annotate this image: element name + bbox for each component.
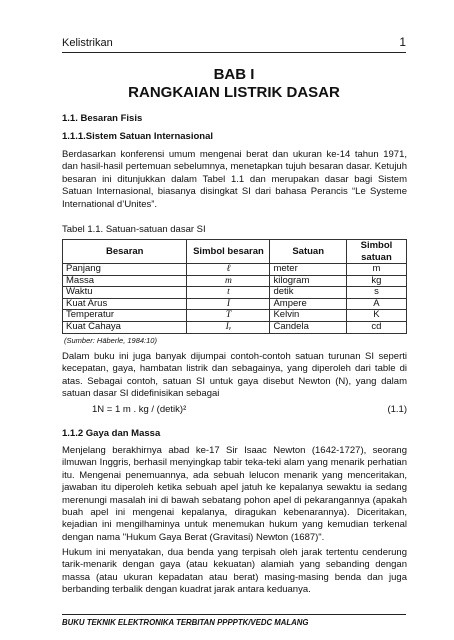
table-row <box>63 275 407 287</box>
table-source-note: (Sumber: Häberle, 1984:10) <box>64 336 157 345</box>
cell-satuan: Candela <box>270 321 346 333</box>
header-besaran: Besaran <box>63 240 187 264</box>
cell-satuan: kilogram <box>270 275 346 287</box>
cell-simbol-besaran: T <box>187 310 270 322</box>
cell-besaran: Temperatur <box>63 310 187 322</box>
cell-simbol-besaran: ℓ <box>187 264 270 276</box>
chapter-title: RANGKAIAN LISTRIK DASAR <box>128 84 340 101</box>
table-row <box>63 287 407 299</box>
page-number: 1 <box>399 35 406 49</box>
table-row <box>63 298 407 310</box>
section-heading-1-1: 1.1. Besaran Fisis <box>62 113 143 124</box>
cell-simbol-besaran: Iᵥ <box>187 321 270 333</box>
cell-satuan: detik <box>270 287 346 299</box>
formula-number: (1.1) <box>387 404 407 415</box>
cell-simbol-satuan: m <box>346 264 406 276</box>
section-heading-1-1-2: 1.1.2 Gaya dan Massa <box>62 428 161 439</box>
cell-simbol-satuan: kg <box>346 275 406 287</box>
cell-besaran: Kuat Arus <box>63 298 187 310</box>
formula-expression: 1N = 1 m . kg / (detik)² <box>92 404 187 415</box>
page-header <box>62 35 406 53</box>
table-row <box>63 310 407 322</box>
cell-simbol-satuan: K <box>346 310 406 322</box>
section-heading-1-1-1: 1.1.1.Sistem Satuan Internasional <box>62 131 213 142</box>
header-simbol-satuan: Simbol satuan <box>346 240 406 264</box>
si-units-table <box>62 239 407 334</box>
paragraph-derived-units: Dalam buku ini juga banyak dijumpai contoh-contoh satuan turunan SI seperti kecepatan, gaya, hambatan listrik dan sebagainya, yang diperoleh dari table di atas. Sebagai contoh, satuan SI untuk gaya disebut Newton (N), yang dalam satuan dasar SI didefinisikan sebagai <box>62 351 407 400</box>
cell-besaran: Massa <box>63 275 187 287</box>
cell-satuan: Ampere <box>270 298 346 310</box>
cell-simbol-besaran: m <box>187 275 270 287</box>
table-header-row <box>63 240 407 264</box>
table-row <box>63 321 407 333</box>
header-title: Kelistrikan <box>62 37 113 49</box>
cell-simbol-besaran: t <box>187 287 270 299</box>
cell-simbol-besaran: I <box>187 298 270 310</box>
paragraph-newton-history: Menjelang berakhirnya abad ke-17 Sir Isaac Newton (1642-1727), seorang ilmuwan Inggris, berhasil menyingkap tabir teka-teki alam yang menarik perhatian itu. Mengenai penemuannya, ada sebuah lelucon menarik yang menceritakan, jawaban itu diperoleh ketika sebuah apel jatuh ke kepalanya sewaktu ia sedang merenungi masalah ini di bawah sebatang pohon apel di pekarangannya (apakah buah apel ini mengenai kepalanya, diragukan kebenarannya). Diceritakan, kejadian ini mengilhaminya untuk menemukan hukum yang kemudian terkenal dengan nama "Hukum Gaya Berat (Gravitasi) Newton (1687)". <box>62 445 407 543</box>
table-row <box>63 264 407 276</box>
page-footer: BUKU TEKNIK ELEKTRONIKA TERBITAN PPPPTK/VEDC MALANG <box>62 614 406 627</box>
cell-simbol-satuan: A <box>346 298 406 310</box>
cell-besaran: Kuat Cahaya <box>63 321 187 333</box>
header-simbol-besaran: Simbol besaran <box>187 240 270 264</box>
paragraph-si-intro: Berdasarkan konferensi umum mengenai berat dan ukuran ke-14 tahun 1971, dan hasil-hasil pertemuan sebelumnya, menetapkan tujuh besaran dasar. Ketujuh besaran ini ditunjukkan dalam Tabel 1.1 dan merupakan dasar bagi Sistem Satuan Internasional, biasanya disingkat SI dari bahasa Perancis “Le Systeme International d’Unites”. <box>62 149 407 210</box>
table-caption: Tabel 1.1. Satuan-satuan dasar SI <box>62 224 206 235</box>
cell-besaran: Panjang <box>63 264 187 276</box>
cell-simbol-satuan: cd <box>346 321 406 333</box>
cell-simbol-satuan: s <box>346 287 406 299</box>
cell-satuan: Kelvin <box>270 310 346 322</box>
cell-satuan: meter <box>270 264 346 276</box>
header-satuan: Satuan <box>270 240 346 264</box>
chapter-label: BAB I <box>213 66 255 83</box>
paragraph-gravity-law: Hukum ini menyatakan, dua benda yang terpisah oleh jarak tertentu cenderung tarik-menarik dengan gaya (atau kekuatan) alamiah yang sebanding dengan massa (atau ukuran kepadatan atau berat) masing-masing benda dan juga berbanding terbalik dengan kuadrat jarak antara keduanya. <box>62 547 407 596</box>
cell-besaran: Waktu <box>63 287 187 299</box>
